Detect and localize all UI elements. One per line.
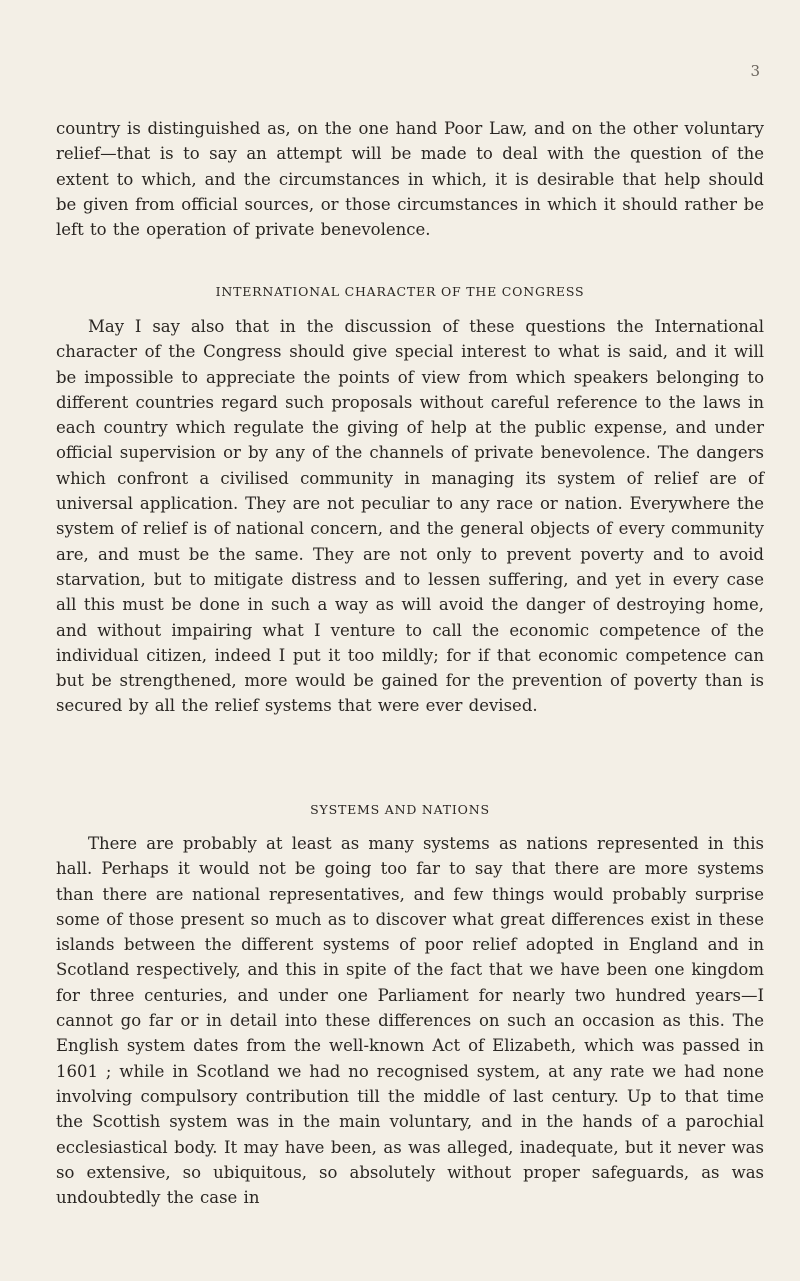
paragraph-international-character: [56, 314, 764, 719]
paragraph-systems-and-nations: [56, 831, 764, 1210]
page-number: 3: [750, 62, 760, 80]
section-heading-systems-and-nations: SYSTEMS AND NATIONS: [310, 802, 490, 817]
paragraph-continuation: [56, 116, 764, 242]
section-heading-international-character: INTERNATIONAL CHARACTER OF THE CONGRESS: [215, 284, 585, 299]
paragraph-text: country is distinguished as, on the one hand Poor Law, and on the other voluntary relief—that is to say an attempt will be made to deal with the question of the extent to which, and the circumstances in which, it is desirable that help should be given from official sources, or those circumstances in which it should rather be left to the operation of private benevolence.: [56, 119, 764, 240]
paragraph-text: May I say also that in the discussion of these questions the International character of the Congress should give special interest to what is said, and it will be impossible to appreciate the points of view from which speakers belonging to different countries regard such proposals without careful reference to the laws in each country which regulate the giving of help at the public expense, and under official supervision or by any of the channels of private benevolence. The dangers which confront a civilised community in managing its system of relief are of universal application. They are not peculiar to any race or nation. Everywhere the system of relief is of national concern, and the general objects of every community are, and must be the same. They are not only to prevent poverty and to avoid starvation, but to mitigate distress and to lessen suffering, and yet in every case all this must be done in such a way as will avoid the danger of destroying home, and without impairing what I venture to call the economic competence of the individual citizen, indeed I put it too mildly; for if that economic competence can but be strengthened, more would be gained for the prevention of poverty than is secured by all the relief systems that were ever devised.: [56, 317, 764, 716]
paragraph-text: There are probably at least as many systems as nations represented in this hall. Perhaps it would not be going too far to say that there are more systems than there are national representatives, and few things would probably surprise some of those present so much as to discover what great differences exist in these islands between the different systems of poor relief adopted in England and in Scotland respectively, and this in spite of the fact that we have been one kingdom for three centuries, and under one Parliament for nearly two hundred years—I cannot go far or in detail into these differences on such an occasion as this. The English system dates from the well-known Act of Elizabeth, which was passed in 1601 ; while in Scotland we had no recognised system, at any rate we had none involving compulsory contribution till the middle of last century. Up to that time the Scottish system was in the main voluntary, and in the hands of a parochial ecclesiastical body. It may have been, as was alleged, inadequate, but it never was so extensive, so ubiquitous, so absolutely without proper safeguards, as was undoubtedly the case in: [56, 834, 764, 1208]
